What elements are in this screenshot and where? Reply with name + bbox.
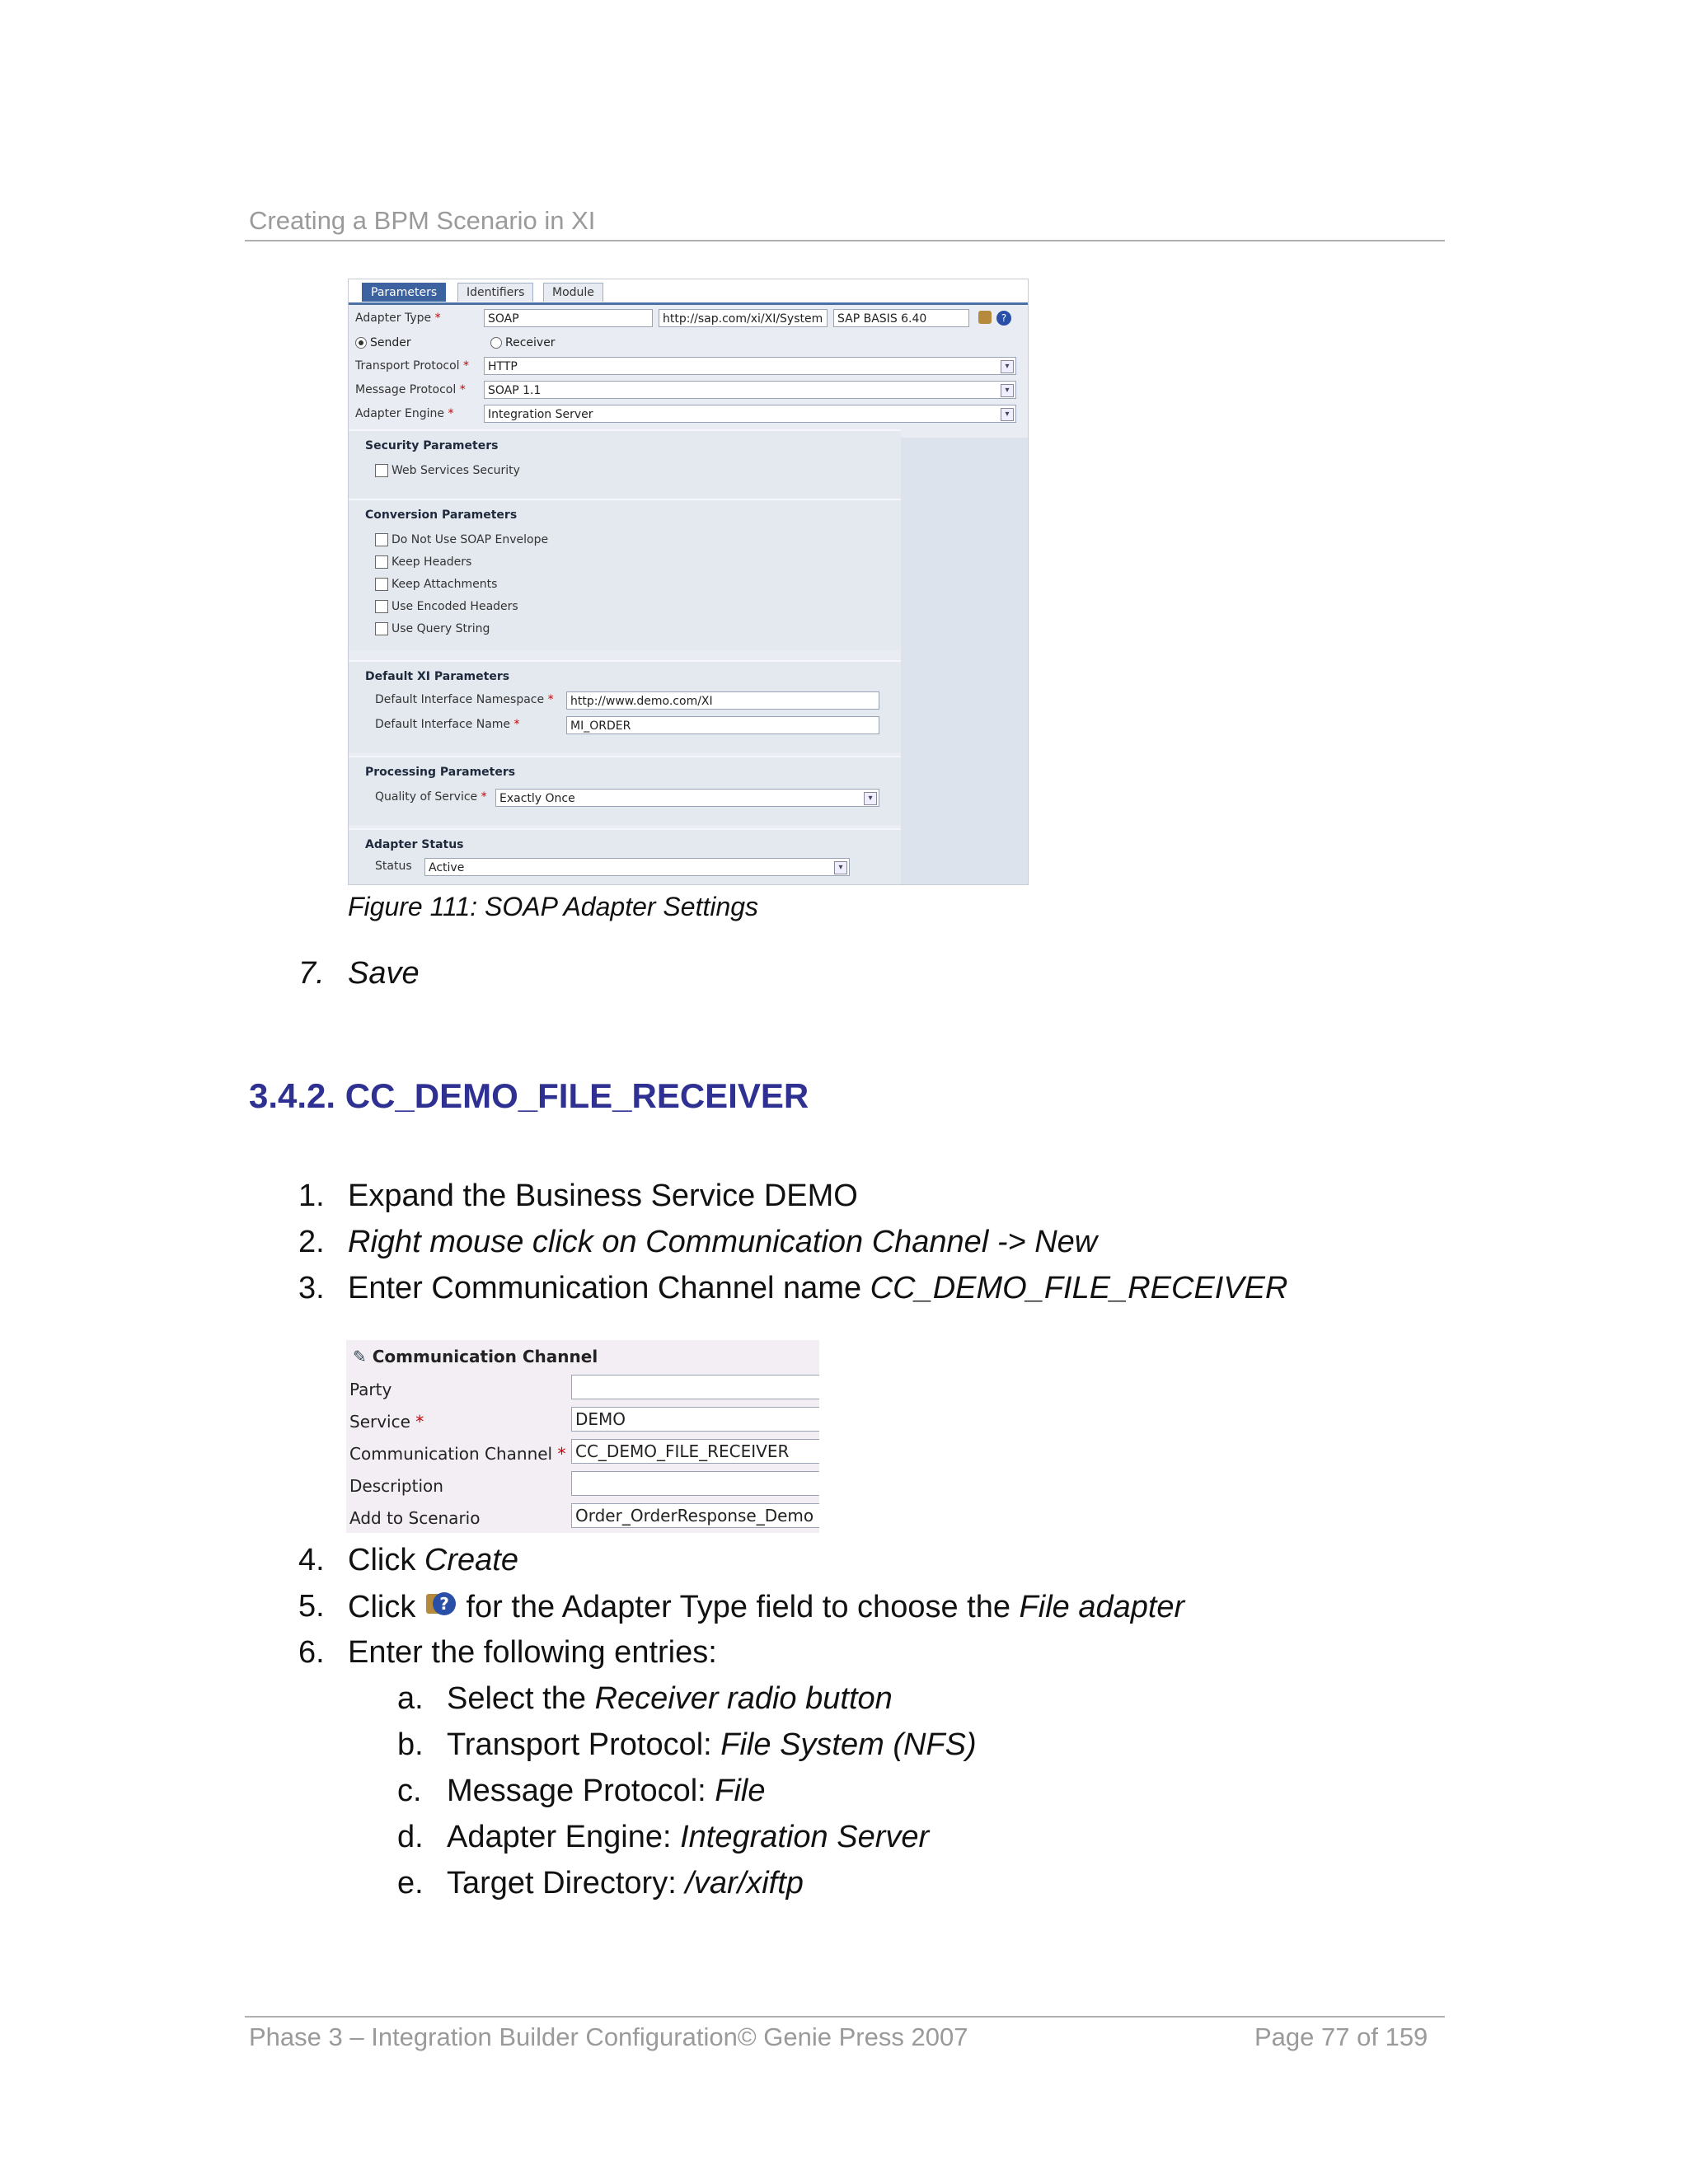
footer-left: Phase 3 – Integration Builder Configuration© Genie Press 2007 — [249, 2022, 968, 2051]
message-protocol-label: Message Protocol * — [355, 383, 466, 396]
status-panel — [349, 828, 901, 885]
sender-radio[interactable]: Sender — [355, 336, 411, 349]
step-number: 5. — [298, 1589, 325, 1624]
step-text: Click Create — [348, 1543, 518, 1577]
substep-text: Message Protocol: File — [447, 1774, 766, 1808]
web-services-security-checkbox[interactable]: Web Services Security — [375, 464, 520, 477]
description-field[interactable] — [571, 1471, 819, 1496]
party-row — [346, 1371, 819, 1404]
figure-caption: Figure 111: SOAP Adapter Settings — [348, 892, 759, 921]
dropdown-icon[interactable]: ▾ — [834, 861, 847, 874]
adapter-type-row — [355, 309, 1018, 329]
adapter-swcv-field[interactable]: SAP BASIS 6.40 — [833, 309, 969, 327]
dropdown-icon[interactable]: ▾ — [864, 792, 877, 805]
keep-attachments-checkbox[interactable]: Keep Attachments — [375, 578, 497, 591]
step-text: Right mouse click on Communication Channel -> New — [348, 1225, 1098, 1259]
adapter-type-label: Adapter Type * — [355, 312, 441, 325]
substep-text: Target Directory: /var/xiftp — [447, 1866, 804, 1900]
step-number: 6. — [298, 1635, 325, 1670]
step-text: Click ? for the Adapter Type field to choose the File adapter — [348, 1590, 1185, 1624]
transport-protocol-field[interactable]: HTTP ▾ — [484, 357, 1016, 375]
svg-text:?: ? — [439, 1594, 449, 1614]
step-text: Enter the following entries: — [348, 1635, 717, 1670]
cc-title: ✎ Communication Channel — [353, 1347, 598, 1366]
help-icon — [424, 1589, 457, 1622]
substep-letter: b. — [397, 1727, 424, 1762]
tab-identifiers[interactable]: Identifiers — [457, 283, 533, 302]
channel-label: Communication Channel * — [349, 1444, 566, 1464]
adapter-type-field[interactable]: SOAP — [484, 309, 653, 327]
adapter-select-icon[interactable] — [978, 311, 992, 324]
substep-text: Select the Receiver radio button — [447, 1681, 893, 1716]
adapter-engine-row — [355, 405, 1018, 424]
keep-headers-checkbox[interactable]: Keep Headers — [375, 555, 471, 569]
page-number: Page 77 of 159 — [1254, 2022, 1428, 2051]
interface-namespace-label: Default Interface Namespace * — [375, 693, 554, 706]
status-field[interactable]: Active ▾ — [424, 858, 850, 876]
tab-parameters[interactable]: Parameters — [362, 283, 446, 302]
direction-row — [355, 334, 1018, 354]
step-text: Save — [348, 956, 420, 991]
help-icon[interactable]: ? — [996, 311, 1011, 326]
scenario-label: Add to Scenario — [349, 1508, 481, 1528]
qos-field[interactable]: Exactly Once ▾ — [495, 789, 879, 807]
section-heading: 3.4.2. CC_DEMO_FILE_RECEIVER — [249, 1076, 809, 1115]
use-query-string-checkbox[interactable]: Use Query String — [375, 622, 490, 635]
default-xi-title: Default XI Parameters — [365, 670, 510, 683]
message-protocol-field[interactable]: SOAP 1.1 ▾ — [484, 381, 1016, 399]
party-field[interactable] — [571, 1375, 819, 1399]
processing-panel — [349, 756, 901, 825]
service-label: Service * — [349, 1412, 424, 1432]
substep-letter: d. — [397, 1820, 424, 1854]
tab-module[interactable]: Module — [543, 283, 603, 302]
status-title: Adapter Status — [365, 838, 464, 851]
step-number: 4. — [298, 1543, 325, 1577]
conversion-title: Conversion Parameters — [365, 509, 518, 522]
dropdown-icon[interactable]: ▾ — [1001, 408, 1014, 421]
substep-text: Adapter Engine: Integration Server — [447, 1820, 930, 1854]
processing-title: Processing Parameters — [365, 766, 516, 779]
default-xi-panel — [349, 660, 901, 752]
service-field[interactable]: DEMO — [571, 1407, 819, 1432]
scenario-field[interactable]: Order_OrderResponse_Demo — [571, 1503, 819, 1528]
description-label: Description — [349, 1476, 443, 1496]
status-label: Status — [375, 860, 412, 873]
substep-letter: c. — [397, 1774, 422, 1808]
channel-row — [346, 1436, 819, 1468]
tab-bar — [349, 279, 1028, 305]
running-header: Creating a BPM Scenario in XI — [249, 206, 596, 235]
dropdown-icon[interactable]: ▾ — [1001, 384, 1014, 397]
qos-label: Quality of Service * — [375, 790, 487, 804]
substep-text: Transport Protocol: File System (NFS) — [447, 1727, 977, 1762]
substep-letter: e. — [397, 1866, 424, 1900]
header-rule — [245, 240, 1445, 241]
dropdown-icon[interactable]: ▾ — [1001, 360, 1014, 373]
step-number: 2. — [298, 1225, 325, 1259]
description-row — [346, 1468, 819, 1500]
adapter-engine-field[interactable]: Integration Server ▾ — [484, 405, 1016, 423]
conversion-panel — [349, 499, 901, 650]
pencil-icon: ✎ — [353, 1347, 367, 1366]
substep-letter: a. — [397, 1681, 424, 1716]
interface-name-label: Default Interface Name * — [375, 718, 520, 731]
use-encoded-headers-checkbox[interactable]: Use Encoded Headers — [375, 600, 518, 613]
adapter-namespace-field[interactable]: http://sap.com/xi/XI/System — [659, 309, 828, 327]
transport-protocol-label: Transport Protocol * — [355, 359, 470, 373]
step-number: 3. — [298, 1271, 325, 1305]
soap-adapter-screenshot — [348, 279, 1029, 885]
adapter-engine-label: Adapter Engine * — [355, 407, 454, 420]
security-title: Security Parameters — [365, 439, 499, 452]
interface-name-field[interactable]: MI_ORDER — [566, 716, 879, 734]
party-label: Party — [349, 1380, 392, 1399]
transport-protocol-row — [355, 357, 1018, 377]
step-text: Enter Communication Channel name CC_DEMO_FILE_RECEIVER — [348, 1271, 1288, 1305]
channel-field[interactable]: CC_DEMO_FILE_RECEIVER — [571, 1439, 819, 1464]
step-number: 1. — [298, 1179, 325, 1213]
security-panel — [349, 429, 901, 499]
no-soap-envelope-checkbox[interactable]: Do Not Use SOAP Envelope — [375, 533, 548, 546]
step-text: Expand the Business Service DEMO — [348, 1179, 858, 1213]
receiver-radio[interactable]: Receiver — [490, 336, 556, 349]
communication-channel-screenshot — [346, 1340, 819, 1533]
footer-rule — [245, 2016, 1445, 2018]
interface-namespace-field[interactable]: http://www.demo.com/XI — [566, 691, 879, 710]
service-row — [346, 1404, 819, 1436]
step-number: 7. — [298, 956, 325, 991]
scenario-row — [346, 1500, 819, 1532]
side-panel — [901, 438, 1028, 884]
message-protocol-row — [355, 381, 1018, 401]
